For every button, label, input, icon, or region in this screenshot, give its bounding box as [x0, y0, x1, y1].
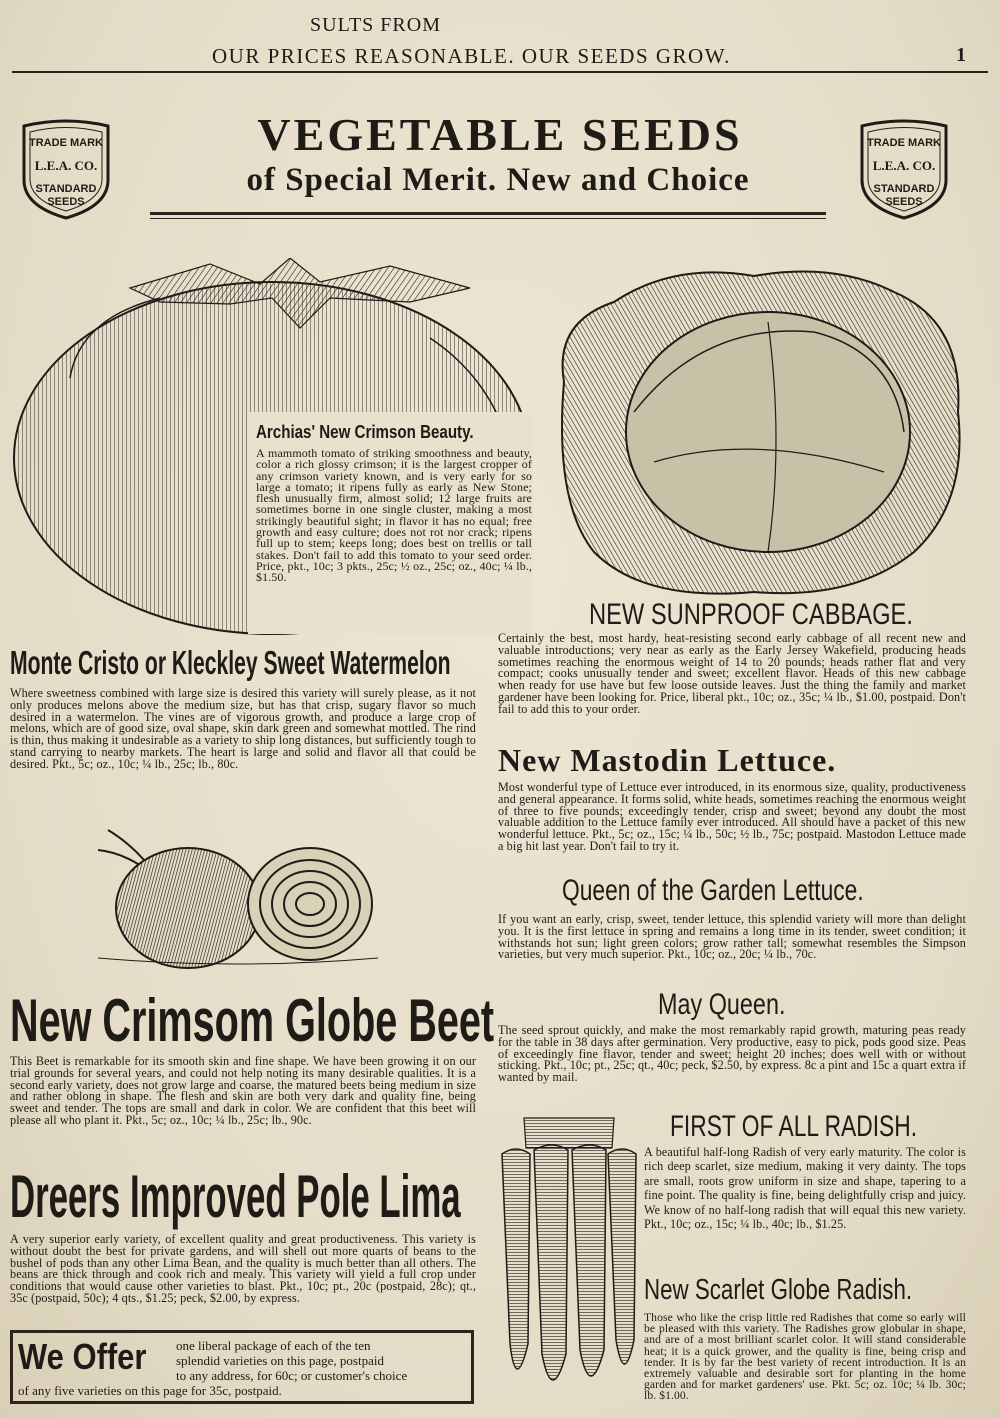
trademark-monogram: L.E.A. CO.	[872, 158, 936, 173]
title-rule-thin	[150, 218, 826, 219]
radish-illustration	[494, 1114, 644, 1406]
radish-description: A beautiful half-long Radish of very early maturity. The color is rich deep scarlet, size medium, making it very dainty. The tops are small, roots grow uniform in size and shape, tapering to a fine point. The quality is fine, being delightfully crisp and juicy. We know of no half-long radish that will equal this new variety. Pkt., 10c; oz., 15c; ¼ lb., 40c; lb., $1.25.	[644, 1145, 966, 1232]
shield-icon	[852, 116, 956, 220]
trademark-badge-left	[14, 116, 118, 220]
watermelon-heading: Monte Cristo or Kleckley Sweet Watermelon	[10, 644, 451, 681]
tomato-heading: Archias' New Crimson Beauty.	[256, 422, 474, 442]
title-rule-thick	[150, 212, 826, 215]
lima-heading: Dreers Improved Pole Lima	[10, 1163, 461, 1230]
offer-line-4: of any five varieties on this page for 35c, postpaid.	[18, 1383, 282, 1398]
cabbage-heading: NEW SUNPROOF CABBAGE.	[589, 598, 913, 631]
page-number: 1	[956, 44, 966, 66]
lettuce-heading: New Mastodin Lettuce.	[498, 742, 837, 778]
header-rule	[12, 71, 988, 73]
watermelon-description: Where sweetness combined with large size is desired this variety will surely please, as it not only produces melons above the medium size, but has that crisp, sugary flavor so much desired in a watermelon. The vines are of vigorous growth, and produce a large crop of melons, which are of good size, oval shape, skin dark green and somewhat mottled. The rind is thin, thus making it undesirable as a variety to ship long distances, but sufficiently tough to stand carrying to nearby markets. The heart is large and solid and flavor all that could be desired. Pkt., 5c; oz., 10c; ¼ lb., 25c; lb., 80c.	[10, 686, 476, 771]
tomato-description: A mammoth tomato of striking smoothness and beauty, color a rich glossy crimson; it is the largest cropper of any crimson variety known, and is very early for so large a tomato; it ripens fully as early as New Stone; flesh unusually firm, almost solid; 12 large fruits are sometimes borne in one single cluster, making a most strikingly beautiful sight; in flavor it has no equal; free growth and easy culture; does not rot nor crack; ripens full up to stem; keeps long; does best on trellis or tall stakes. Don't fail to add this tomato to your seed order. Price, pkt., 10c; 3 pkts., 25c; ½ oz., 25c; oz., 40c; ¼ lb., $1.50.	[256, 446, 532, 585]
trademark-bottom-text-2: SEEDS	[47, 196, 85, 208]
beet-heading: New Crimsom Globe Beet	[10, 987, 495, 1054]
shield-icon	[14, 116, 118, 220]
offer-line-2: splendid varieties on this page, postpaid	[176, 1353, 384, 1368]
beet-illustration	[88, 820, 388, 970]
trademark-badge-right	[852, 116, 956, 220]
trademark-top-text: TRADE MARK	[867, 137, 941, 149]
offer-heading: We Offer	[18, 1336, 147, 1377]
lettuce-description: Most wonderful type of Lettuce ever introduced, in its enormous size, quality, productiveness and general appearance. It forms solid, white heads, sometimes reaching the enormous weight of three to five pounds; exceedingly tender, crisp and sweet; beyond any doubt the most valuable addition to the Lettuce family ever introduced. All should have a packet of this new wonderful lettuce. Pkt., 5c; oz., 15c; ¼ lb., 50c; ½ lb., 75c; postpaid. Mastodon Lettuce made a big hit last year. Don't fail to try it.	[498, 780, 966, 853]
trademark-monogram: L.E.A. CO.	[34, 158, 98, 173]
queen-lettuce-description: If you want an early, crisp, sweet, tender lettuce, this splendid variety will more than delight you. It is the first lettuce in spring and remains a long time in its tender, sweet condition; it withstands hot sun; light green colors; grow rather tall; somewhat resembles the Simpson varieties, but very much superior. Pkt., 10c; oz., 20c; ¼ lb., 70c.	[498, 912, 966, 962]
may-queen-description: The seed sprout quickly, and make the most remarkably rapid growth, maturing peas ready for the table in 38 days after germination. Very productive, easy to pick, pods good size. Peas of exceedingly fine flavor, tender and sweet; height 20 inches; does well with or without sticking. Pkt., 10c; pt., 25c; qt., 40c; peck, $2.50, by express. 8c a pint and 15c a quart extra if wanted by mail.	[498, 1023, 966, 1085]
page-subtitle: of Special Merit. New and Choice	[246, 162, 750, 198]
trademark-bottom-text-2: SEEDS	[885, 196, 923, 208]
scarlet-radish-heading: New Scarlet Globe Radish.	[644, 1274, 913, 1306]
offer-line-3: to any address, for 60c; or customer's choice	[176, 1368, 408, 1383]
trademark-bottom-text-1: STANDARD	[873, 183, 935, 195]
trademark-top-text: TRADE MARK	[29, 137, 103, 149]
lima-description: A very superior early variety, of excellent quality and great productiveness. This variety is without doubt the best for private gardens, and will shell out more quarts of beans to the bushel of pods than any other Lima Bean, and the quality is much better than all others. The beans are thick through and cook rich and mealy. This variety will yield a full crop under conditions that would cause other varieties to blast. Pkt., 10c; pt., 20c (postpaid, 28c); qt., 35c (postpaid, 50c); 4 qts., $1.25; peck, $2.00, by express.	[10, 1232, 476, 1305]
may-queen-heading: May Queen.	[658, 988, 786, 1021]
offer-line-1: one liberal package of each of the ten	[176, 1338, 371, 1353]
page-slogan: OUR PRICES REASONABLE. OUR SEEDS GROW.	[212, 44, 731, 68]
beet-description: This Beet is remarkable for its smooth skin and fine shape. We have been growing it on our trial grounds for several years, and could not help noting its many desirable qualities. It is a second early variety, does not grow large and coarse, the matured beets being medium in size and rather oblong in shape. The flesh and skin are both very dark and quality fine, being sweet and tender. The tops are small and dark in color. We are confident that this beet will please all who plant it. Pkt., 5c; oz., 10c; ¼ lb., 25c; lb., 90c.	[10, 1054, 476, 1127]
scarlet-radish-description: Those who like the crisp little red Radishes that come so early will be pleased with this variety. The Radishes grow globular in shape, and are of a most brilliant scarlet color. It will stand considerable heat; it is a quick grower, and the quality is fine, being crisp and tender. It is by far the best variety of recent introduction. It is an extremely valuable and desirable sort for planting in the home garden and for market gardeners' use. Pkt. 5c; oz. 10c; ¼ lb. 30c; lb. $1.00.	[644, 1311, 966, 1403]
cabbage-description: Certainly the best, most hardy, heat-resisting second early cabbage of all recent new and valuable introductions; very near as early as the Early Jersey Wakefield, producing heads sometimes reaching the enormous weight of 14 to 20 pounds; heads rather flat and very compact; cooks unusually tender and sweet; excellent flavor. Heads of this new cabbage when ready for use have but few loose outside leaves. Just the thing the family and market gardener have been looking for. Price, liberal pkt., 10c; oz., 35c; ¼ lb., $1.00, postpaid. Don't fail to add this to your order.	[498, 631, 966, 716]
torn-header-fragment: SULTS FROM	[310, 14, 441, 36]
cabbage-illustration	[554, 262, 968, 602]
page-title: VEGETABLE SEEDS	[257, 109, 743, 160]
radish-heading: FIRST OF ALL RADISH.	[670, 1110, 918, 1143]
queen-lettuce-heading: Queen of the Garden Lettuce.	[562, 874, 864, 907]
trademark-bottom-text-1: STANDARD	[35, 183, 97, 195]
